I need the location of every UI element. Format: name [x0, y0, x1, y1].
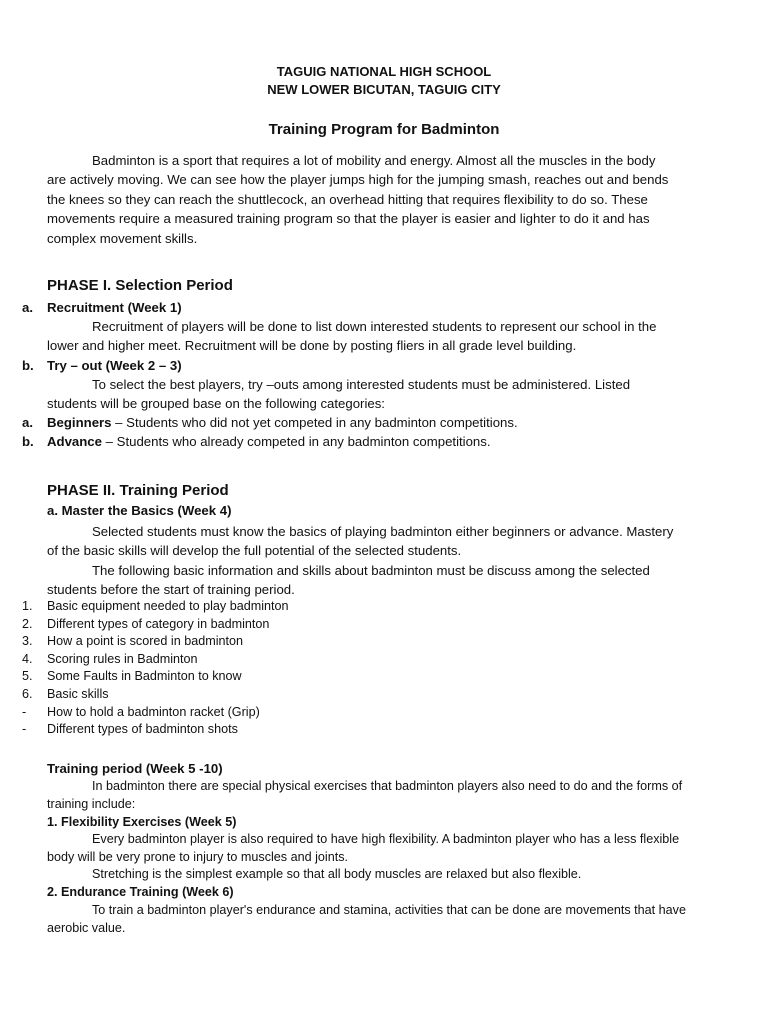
list-marker: b. [22, 434, 34, 449]
list-item-text: How a point is scored in badminton [47, 634, 244, 648]
endurance-paragraph [47, 902, 727, 937]
list-item-text: Some Faults in Badminton to know [47, 669, 242, 683]
endurance-line: aerobic value. [47, 920, 126, 935]
category-text: – Students who did not yet competed in any badminton competitions. [111, 415, 518, 430]
intro-line: complex movement skills. [47, 230, 198, 246]
list-marker: - [22, 722, 27, 736]
list-marker: 1. [22, 599, 33, 613]
basics-line: Selected students must know the basics of playing badminton either beginners or advance. Mastery [92, 524, 674, 539]
list-marker: 6. [22, 687, 33, 701]
intro-paragraph [47, 151, 727, 248]
intro-line: movements require a measured training program so that the player is easier and lighter to do it and has [47, 211, 650, 227]
phase1-title: PHASE I. Selection Period [47, 277, 233, 294]
list-marker: 2. [22, 617, 33, 631]
training-line: In badminton there are special physical exercises that badminton players also need to do and the forms of [92, 779, 683, 793]
tryout-line: To select the best players, try –outs among interested students must be administered. Listed [92, 377, 631, 392]
endurance-heading: 2. Endurance Training (Week 6) [47, 885, 234, 899]
list-marker: b. [22, 358, 34, 373]
list-marker: 3. [22, 634, 33, 648]
training-intro [47, 778, 727, 813]
training-line: training include: [47, 796, 136, 811]
basics-line: students before the start of training period. [47, 582, 295, 598]
flexibility-heading: 1. Flexibility Exercises (Week 5) [47, 815, 237, 829]
basics-line: of the basic skills will develop the full potential of the selected students. [47, 543, 462, 559]
list-marker: 4. [22, 652, 33, 666]
basics-paragraph-1 [47, 522, 727, 561]
flexibility-paragraph [47, 831, 727, 884]
recruitment-line: Recruitment of players will be done to list down interested students to represent our school in the [92, 319, 657, 334]
tryout-line: students will be grouped base on the following categories: [47, 396, 385, 412]
intro-line: the knees so they can reach the shuttlecock, an overhead hitting that requires flexibility to do so. These [47, 191, 648, 207]
intro-line: are actively moving. We can see how the player jumps high for the jumping smash, reaches out and bends [47, 172, 669, 188]
list-marker: a. [22, 415, 33, 430]
school-name: TAGUIG NATIONAL HIGH SCHOOL [276, 64, 492, 79]
endurance-line: To train a badminton player's endurance and stamina, activities that can be done are movements that have [92, 903, 686, 917]
recruitment-paragraph [47, 317, 727, 356]
recruitment-heading: Recruitment (Week 1) [47, 300, 182, 315]
basics-line: The following basic information and skills about badminton must be discuss among the selected [92, 563, 650, 578]
category-text: – Students who already competed in any badminton competitions. [101, 434, 491, 449]
flexibility-line: Every badminton player is also required to have high flexibility. A badminton player who has a less flexible [92, 832, 680, 846]
document-title: Training Program for Badminton [268, 121, 500, 138]
school-address: NEW LOWER BICUTAN, TAGUIG CITY [267, 82, 501, 97]
list-item-text: Basic skills [47, 687, 109, 701]
recruitment-line: lower and higher meet. Recruitment will be done by posting fliers in all grade level building. [47, 338, 577, 354]
list-item-text: Basic equipment needed to play badminton [47, 599, 289, 613]
training-period-heading: Training period (Week 5 -10) [47, 761, 223, 776]
list-item-text: Different types of category in badminton [47, 617, 270, 631]
flexibility-line: body will be very prone to injury to muscles and joints. [47, 849, 348, 864]
list-item-text: Different types of badminton shots [47, 722, 238, 736]
master-basics-heading: a. Master the Basics (Week 4) [47, 503, 232, 518]
list-marker: a. [22, 300, 33, 315]
list-marker: 5. [22, 669, 33, 683]
phase2-title: PHASE II. Training Period [47, 482, 229, 499]
tryout-paragraph [47, 375, 727, 414]
category-label: Advance [47, 434, 102, 449]
basics-paragraph-2 [47, 561, 727, 600]
tryout-heading: Try – out (Week 2 – 3) [47, 358, 182, 373]
intro-line: Badminton is a sport that requires a lot of mobility and energy. Almost all the muscles in the body [92, 153, 656, 168]
list-marker: - [22, 705, 27, 719]
list-item-text: How to hold a badminton racket (Grip) [47, 705, 260, 719]
category-label: Beginners [47, 415, 112, 430]
flexibility-line: Stretching is the simplest example so that all body muscles are relaxed but also flexible. [92, 867, 582, 882]
list-item-text: Scoring rules in Badminton [47, 652, 198, 666]
